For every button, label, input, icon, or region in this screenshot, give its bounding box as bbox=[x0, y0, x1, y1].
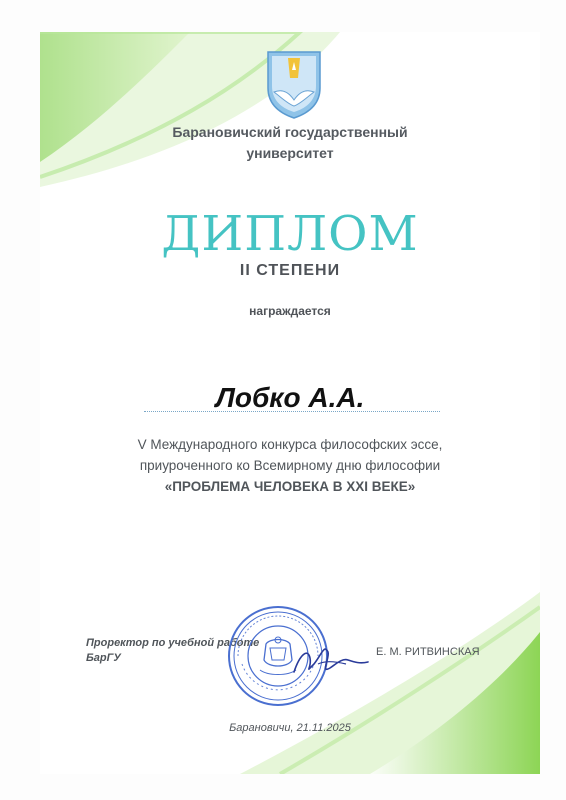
signatory-name: Е. М. РИТВИНСКАЯ bbox=[376, 646, 480, 658]
contest-topic: «ПРОБЛЕМА ЧЕЛОВЕКА В XXI ВЕКЕ» bbox=[164, 479, 416, 494]
contest-description bbox=[40, 434, 540, 497]
signatory-role-line2: БарГУ bbox=[86, 652, 121, 664]
university-name-line2: университет bbox=[246, 145, 334, 161]
awarded-label: награждается bbox=[249, 304, 331, 318]
recipient-name: Лобко А.А. bbox=[215, 382, 365, 413]
contest-line2: приуроченного ко Всемирному дню философии bbox=[139, 458, 441, 473]
contest-line1: V Международного конкурса философских эссе, bbox=[137, 437, 443, 452]
signatory-role-line1: Проректор по учебной работе bbox=[86, 637, 260, 649]
place-and-date: Барановичи, 21.11.2025 bbox=[229, 722, 351, 734]
university-emblem-icon bbox=[262, 48, 326, 120]
university-name-line1: Барановичский государственный bbox=[172, 124, 408, 140]
university-name bbox=[40, 122, 540, 164]
diploma-degree: II СТЕПЕНИ bbox=[239, 262, 341, 279]
handwritten-signature bbox=[290, 634, 370, 682]
recipient-underline bbox=[144, 411, 440, 412]
diploma-sheet bbox=[40, 32, 540, 774]
diploma-title: ДИПЛОМ bbox=[161, 206, 419, 262]
